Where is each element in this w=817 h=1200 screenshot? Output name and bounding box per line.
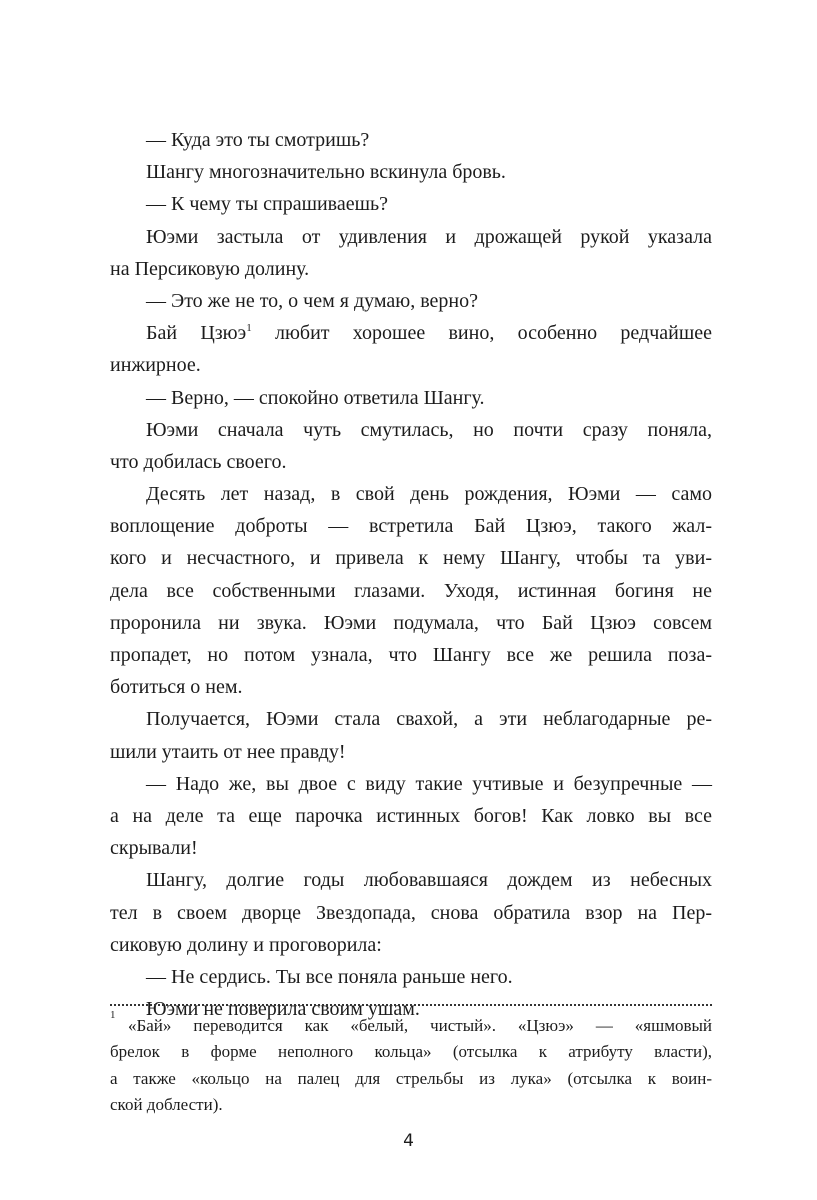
body-text: [110, 124, 712, 1025]
text-line-content: сиковую долину и проговорила:: [110, 933, 382, 956]
text-line: [110, 639, 712, 671]
text-line: [110, 285, 712, 317]
text-line: [110, 832, 712, 864]
text-line: [110, 897, 712, 929]
text-line-content: Получается, Юэми стала свахой, а эти неблагодарные ре-: [146, 708, 712, 731]
text-line: [110, 703, 712, 735]
text-line: [110, 800, 712, 832]
text-line-content: Десять лет назад, в свой день рождения, Юэми — само: [146, 483, 712, 506]
text-line-content: — Не сердись. Ты все поняла раньше него.: [146, 965, 513, 988]
text-line-content: Бай Цзюэ: [146, 322, 247, 345]
footnote-line: а также «кольцо на палец для стрельбы из лука» (отсылка к воин-: [110, 1068, 712, 1088]
footnote-line: ской доблести).: [110, 1094, 223, 1114]
text-line-content: на Персиковую долину.: [110, 257, 310, 280]
text-line-content: Юэми застыла от удивления и дрожащей рукой указала: [146, 225, 712, 248]
text-line: [110, 478, 712, 510]
text-line: [110, 607, 712, 639]
text-line: [110, 156, 712, 188]
text-line-content: что добилась своего.: [110, 450, 287, 473]
text-line-content: — К чему ты спрашиваешь?: [146, 193, 389, 216]
text-line: [110, 929, 712, 961]
text-line: [110, 349, 712, 381]
text-line: [110, 382, 712, 414]
text-line: [110, 317, 712, 349]
footnote-reference[interactable]: 1: [246, 322, 252, 335]
text-line-content: тел в своем дворце Звездопада, снова обратила взор на Пер-: [110, 901, 712, 924]
text-line: [110, 961, 712, 993]
footnote-separator: [110, 1004, 712, 1006]
text-line-content: скрывали!: [110, 837, 198, 860]
text-line-content: — Куда это ты смотришь?: [146, 129, 370, 151]
text-line: [110, 542, 712, 574]
text-line: [110, 221, 712, 253]
text-line-content: ботиться о нем.: [110, 676, 243, 699]
text-line: [110, 671, 712, 703]
text-line: [110, 414, 712, 446]
text-line-content: — Надо же, вы двое с виду такие учтивые и безупречные —: [146, 772, 712, 795]
text-line: [110, 575, 712, 607]
text-line-content: дела все собственными глазами. Уходя, истинная богиня не: [110, 579, 712, 602]
text-line: [110, 124, 712, 156]
text-line: [110, 864, 712, 896]
text-line: [110, 253, 712, 285]
text-line-content: шили утаить от нее правду!: [110, 740, 346, 763]
text-line-content: Юэми не поверила своим ушам.: [146, 998, 420, 1021]
text-line: [110, 188, 712, 220]
text-line-content: пропадет, но потом узнала, что Шангу все же решила поза-: [110, 644, 712, 666]
text-line-content: инжирное.: [110, 354, 201, 377]
text-line: [110, 736, 712, 768]
text-line: [110, 446, 712, 478]
text-line-content: воплощение доброты — встретила Бай Цзюэ, такого жал-: [110, 515, 712, 538]
text-line-content: Юэми сначала чуть смутилась, но почти сразу поняла,: [146, 418, 712, 441]
text-line-content: — Верно, — спокойно ответила Шангу.: [146, 386, 485, 409]
page-number: 4: [403, 1131, 414, 1151]
footnote-line: брелок в форме неполного кольца» (отсылка к атрибуту власти),: [110, 1042, 712, 1062]
text-line-content: кого и несчастного, и привела к нему Шангу, чтобы та уви-: [110, 547, 712, 570]
text-line-content: Шангу, долгие годы любовавшаяся дождем из небесных: [146, 869, 712, 892]
text-line: [110, 510, 712, 542]
text-line-content: любит хорошее вино, особенно редчайшее: [251, 322, 713, 345]
text-line-content: а на деле та еще парочка истинных богов! Как ловко вы все: [110, 804, 712, 827]
footnote-line: «Бай» переводится как «белый, чистый». «Цзюэ» — «яшмовый: [128, 1016, 712, 1035]
text-line: [110, 768, 712, 800]
footnote-marker: 1: [110, 1009, 116, 1021]
text-line-content: проронила ни звука. Юэми подумала, что Бай Цзюэ совсем: [110, 611, 712, 634]
text-line-content: Шангу многозначительно вскинула бровь.: [146, 161, 506, 184]
text-line-content: — Это же не то, о чем я думаю, верно?: [146, 289, 478, 312]
